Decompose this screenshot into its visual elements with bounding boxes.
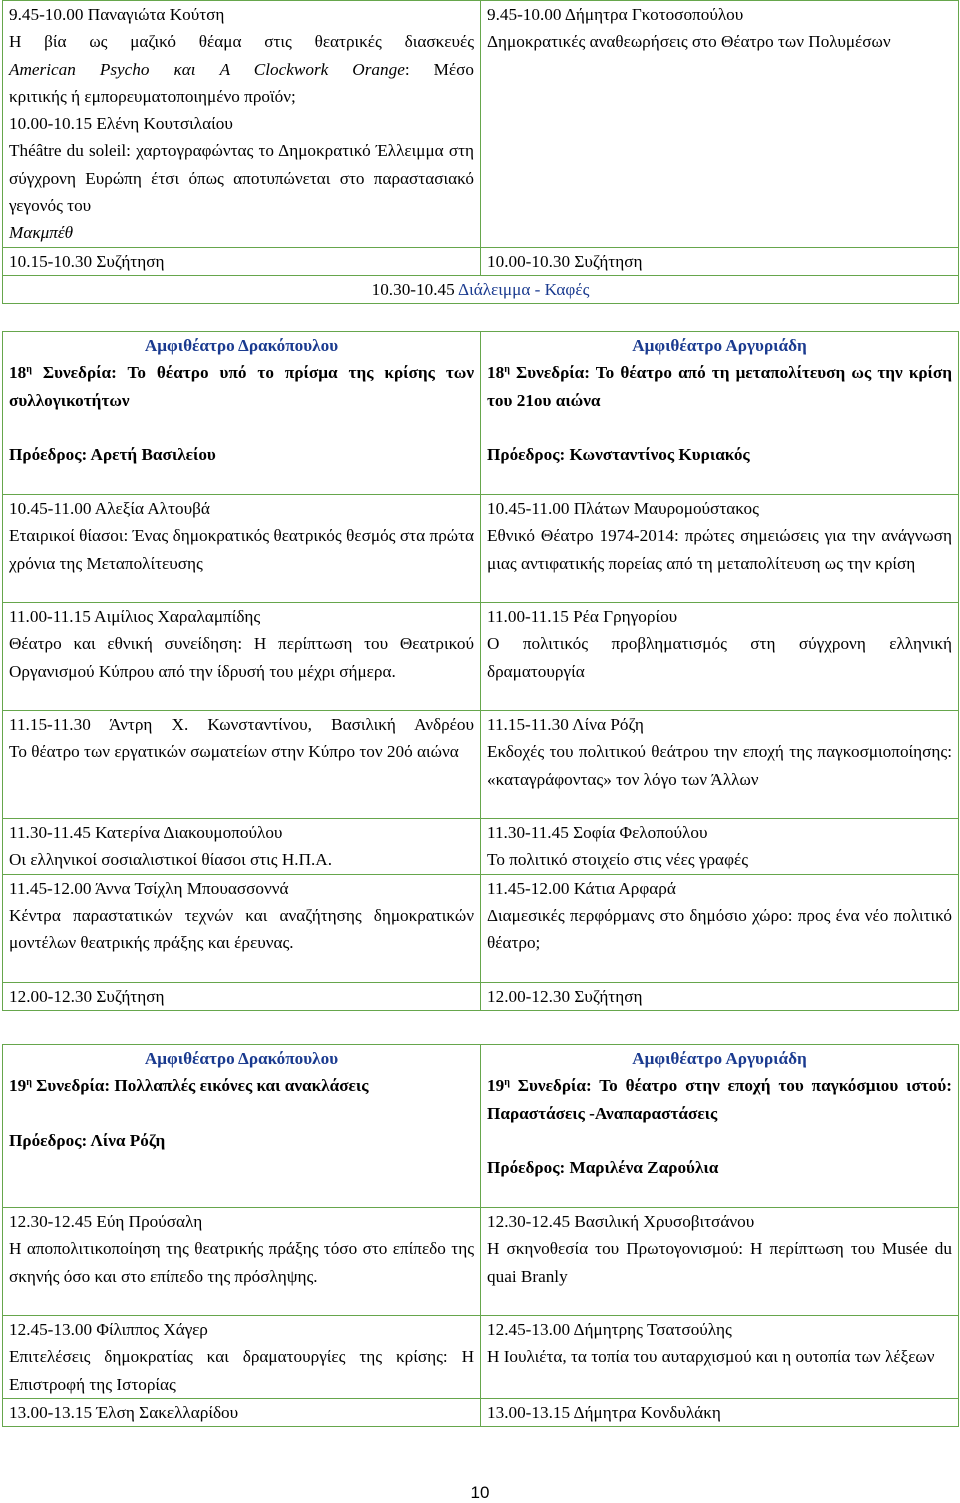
- talk-title: Θέατρο και εθνική συνείδηση: Η περίπτωση του Θεατρικού Οργανισμού Κύπρου από την ίδρυσή του μέχρι σήμερα.: [9, 634, 474, 681]
- talk-speaker: Αιμίλιος Χαραλαμπίδης: [94, 607, 261, 626]
- talk-cell: [3, 711, 481, 819]
- talk-title: Η Ιουλιέτα, τα τοπία του αυταρχισμού και η ουτοπία των λέξεων: [487, 1347, 935, 1367]
- discussion-cell: [3, 247, 481, 275]
- talk-cell: [3, 495, 481, 603]
- session-header-right: [481, 1045, 959, 1208]
- talk-entry: [9, 1, 474, 28]
- talk-entry: [9, 819, 474, 846]
- talk-cell: [3, 1398, 481, 1426]
- talk-title: Επιτελέσεις δημοκρατίας και δραματουργίες της κρίσης: Η Επιστροφή της Ιστορίας: [9, 1347, 474, 1394]
- talk-title: Η σκηνοθεσία του Πρωτογονισμού: Η περίπτωση του Musée du quai Branly: [487, 1239, 952, 1286]
- talk-title: Οι ελληνικοί σοσιαλιστικοί θίασοι στις Η.Π.Α.: [9, 850, 333, 870]
- talk-speaker: Έλση Σακελλαρίδου: [96, 1402, 239, 1422]
- talk-speaker: Ρέα Γρηγορίου: [573, 607, 678, 626]
- talk-title-italic: American Psycho και A Clockwork Orange: [9, 59, 405, 79]
- talk-cell: [481, 603, 959, 711]
- talk-time: 12.30-12.45: [487, 1212, 571, 1231]
- discussion-cell: [481, 982, 959, 1010]
- talk-cell: [481, 819, 959, 875]
- session-header-left: [3, 1045, 481, 1208]
- talk-title: Εταιρικοί θίασοι: Ένας δημοκρατικός θεατρικός θεσμός στα πρώτα χρόνια της Μεταπολίτευσης: [9, 526, 474, 573]
- talk-entry: [9, 711, 474, 738]
- talk-entry: [487, 711, 952, 738]
- talk-title: Théâtre du soleil: χαρτογραφώντας το Δημοκρατικό Έλλειμμα στη σύγχρονη Ευρώπη έτσι όπως αποτυπώνεται στο παραστασιακό γεγονός του: [9, 141, 474, 216]
- talk-speaker: Κάτια Αρφαρά: [573, 878, 676, 898]
- talk-title-line: Η βία ως μαζικό θέαμα στις θεατρικές διασκευές: [9, 32, 474, 52]
- hall-name: Αμφιθέατρο Δρακόπουλου: [144, 1049, 339, 1068]
- talk-time: 13.00-13.15: [487, 1402, 571, 1422]
- session-header-left: [3, 332, 481, 495]
- discussion-label: 10.15-10.30 Συζήτηση: [9, 251, 165, 271]
- talk-entry: [9, 1399, 474, 1426]
- talk-title: Το πολιτικό στοιχείο στις νέες γραφές: [487, 850, 749, 870]
- hall-name: Αμφιθέατρο Αργυριάδη: [632, 336, 807, 355]
- talk-time: 9.45-10.00: [487, 5, 562, 24]
- session-title: $18^\eta$ Συνεδρία: Το θέατρο υπό το πρίσμα της κρίσης των συλλογικοτήτων: [9, 363, 474, 410]
- talk-cell: [481, 1208, 959, 1316]
- hall-name: Αμφιθέατρο Δρακόπουλου: [144, 336, 339, 355]
- session-title: $19^\eta$ Συνεδρία: Πολλαπλές εικόνες και ανακλάσεις: [9, 1076, 369, 1096]
- talk-time: 10.45-11.00: [487, 499, 570, 518]
- discussion-label: 10.00-10.30 Συζήτηση: [487, 251, 643, 271]
- talk-cell: [3, 603, 481, 711]
- talk-cell: [481, 1316, 959, 1399]
- break-time: 10.30-10.45: [371, 279, 455, 299]
- talk-title-italic: Μακμπέθ: [9, 223, 74, 243]
- talk-cell: [481, 1398, 959, 1426]
- talk-speaker: Δήμητρα Γκοτοσοπούλου: [564, 5, 744, 24]
- talk-title: Εθνικό Θέατρο 1974-2014: πρώτες σημειώσεις για την ανάγνωση μιας αντιφατικής πορείας από τη μεταπολίτευση ως την κρίση: [487, 526, 952, 573]
- talk-entry: [487, 1399, 952, 1426]
- talk-entry: [9, 875, 474, 902]
- top-left-cell: [3, 1, 481, 248]
- talk-speaker: Φίλιππος Χάγερ: [96, 1320, 208, 1339]
- session-header-right: [481, 332, 959, 495]
- talk-entry: [9, 495, 474, 522]
- talk-entry: [487, 1208, 952, 1235]
- talk-title: Ο πολιτικός προβληματισμός στη σύγχρονη ελληνική δραματουργία: [487, 634, 952, 681]
- talk-entry: [9, 110, 474, 137]
- talk-entry: [487, 819, 952, 846]
- session-chair: Πρόεδρος: Λίνα Ρόζη: [9, 1130, 166, 1150]
- talk-cell: [3, 819, 481, 875]
- talk-speaker: Δήμητρης Τσατσούλης: [573, 1320, 732, 1339]
- talk-speaker: Άντρη Χ. Κωνσταντίνου, Βασιλική Ανδρέου: [109, 715, 474, 734]
- talk-cell: [481, 874, 959, 982]
- discussion-label: 12.00-12.30 Συζήτηση: [487, 986, 643, 1006]
- talk-time: 11.15-11.30: [487, 715, 569, 734]
- talk-entry: [9, 603, 474, 630]
- talk-entry: [487, 495, 952, 522]
- talk-cell: [3, 1316, 481, 1399]
- talk-entry: [9, 1208, 474, 1235]
- talk-title: Η αποπολιτικοποίηση της θεατρικής πράξης τόσο στο επίπεδο της σκηνής όσο και στο επίπεδο της πρόσληψης.: [9, 1239, 474, 1286]
- talk-time: 13.00-13.15: [9, 1402, 93, 1422]
- talk-speaker: Ελένη Κουτσιλαίου: [96, 114, 233, 134]
- talk-time: 11.30-11.45: [9, 823, 91, 842]
- session-chair: Πρόεδρος: Μαριλένα Ζαρούλια: [487, 1157, 719, 1177]
- talk-time: 12.30-12.45: [9, 1212, 93, 1231]
- talk-title-line: American Psycho και A Clockwork Orange: Μέσο: [9, 59, 474, 79]
- schedule-top-table: [2, 0, 959, 304]
- talk-speaker: Εύη Προύσαλη: [96, 1212, 203, 1231]
- talk-cell: [3, 874, 481, 982]
- talk-cell: [3, 1208, 481, 1316]
- talk-time: 11.45-12.00: [9, 878, 92, 898]
- talk-title: Εκδοχές του πολιτικού θεάτρου την εποχή της παγκοσμιοποίησης: «καταγράφοντας» τον λόγο των Άλλων: [487, 742, 952, 789]
- page-number: 10: [470, 1483, 490, 1502]
- hall-name: Αμφιθέατρο Αργυριάδη: [632, 1049, 807, 1068]
- talk-time: 10.45-11.00: [9, 499, 92, 518]
- session-chair: Πρόεδρος: Κωνσταντίνος Κυριακός: [487, 444, 750, 464]
- talk-entry: [9, 1316, 474, 1343]
- talk-entry: [487, 875, 952, 902]
- top-right-cell: [481, 1, 959, 248]
- talk-speaker: Λίνα Ρόζη: [572, 715, 644, 734]
- talk-speaker: Βασιλική Χρυσοβιτσάνου: [574, 1212, 755, 1231]
- talk-speaker: Αλεξία Αλτουβά: [94, 499, 210, 518]
- talk-time: 10.00-10.15: [9, 114, 93, 134]
- talk-speaker: Πλάτων Μαυρομούστακος: [573, 499, 759, 518]
- talk-entry: [487, 603, 952, 630]
- talk-title: Κέντρα παραστατικών τεχνών και αναζήτησης δημοκρατικών μοντέλων θεατρικής πράξης και έρευνας.: [9, 905, 474, 953]
- talk-speaker: Παναγιώτα Κούτση: [87, 5, 225, 24]
- talk-cell: [481, 495, 959, 603]
- talk-time: 11.45-12.00: [487, 878, 570, 898]
- break-label: Διάλειμμα - Καφές: [458, 279, 590, 299]
- session-19-table: [2, 1044, 959, 1427]
- talk-entry: [487, 1316, 952, 1343]
- session-title: $19^\eta$ Συνεδρία: Το θέατρο στην εποχή του παγκόσμιου ιστού: Παραστάσεις -Αναπαραστάσεις: [487, 1076, 952, 1123]
- talk-speaker: Κατερίνα Διακουμοπούλου: [95, 823, 283, 842]
- talk-cell: [481, 711, 959, 819]
- talk-entry: [487, 1, 952, 28]
- talk-time: 11.15-11.30: [9, 715, 91, 734]
- discussion-cell: [481, 247, 959, 275]
- session-title: $18^\eta$ Συνεδρία: Το θέατρο από τη μεταπολίτευση ως την κρίση του 21ου αιώνα: [487, 363, 952, 410]
- talk-speaker: Σοφία Φελοπούλου: [573, 823, 708, 842]
- talk-title: Διαμεσικές περφόρμανς στο δημόσιο χώρο: προς ένα νέο πολιτικό θέατρο;: [487, 905, 952, 953]
- talk-time: 11.00-11.15: [487, 607, 569, 626]
- session-chair: Πρόεδρος: Αρετή Βασιλείου: [9, 444, 216, 464]
- talk-speaker: Άννα Τσίχλη Μπουασσοννά: [94, 878, 289, 898]
- talk-title: Το θέατρο των εργατικών σωματείων στην Κύπρο τον 20ό αιώνα: [9, 742, 459, 762]
- discussion-label: 12.00-12.30 Συζήτηση: [9, 986, 165, 1006]
- discussion-cell: [3, 982, 481, 1010]
- talk-speaker: Δήμητρα Κονδυλάκη: [573, 1402, 721, 1422]
- talk-time: 12.45-13.00: [487, 1320, 571, 1339]
- talk-time: 11.00-11.15: [9, 607, 91, 626]
- talk-time: 11.30-11.45: [487, 823, 569, 842]
- session-18-table: [2, 331, 959, 1011]
- talk-time: 12.45-13.00: [9, 1320, 93, 1339]
- talk-title: Δημοκρατικές αναθεωρήσεις στο Θέατρο των Πολυμέσων: [487, 32, 891, 52]
- talk-title-line: κριτικής ή εμπορευματοποιημένο προϊόν;: [9, 86, 296, 106]
- break-cell: [3, 275, 959, 303]
- talk-time: 9.45-10.00: [9, 5, 84, 24]
